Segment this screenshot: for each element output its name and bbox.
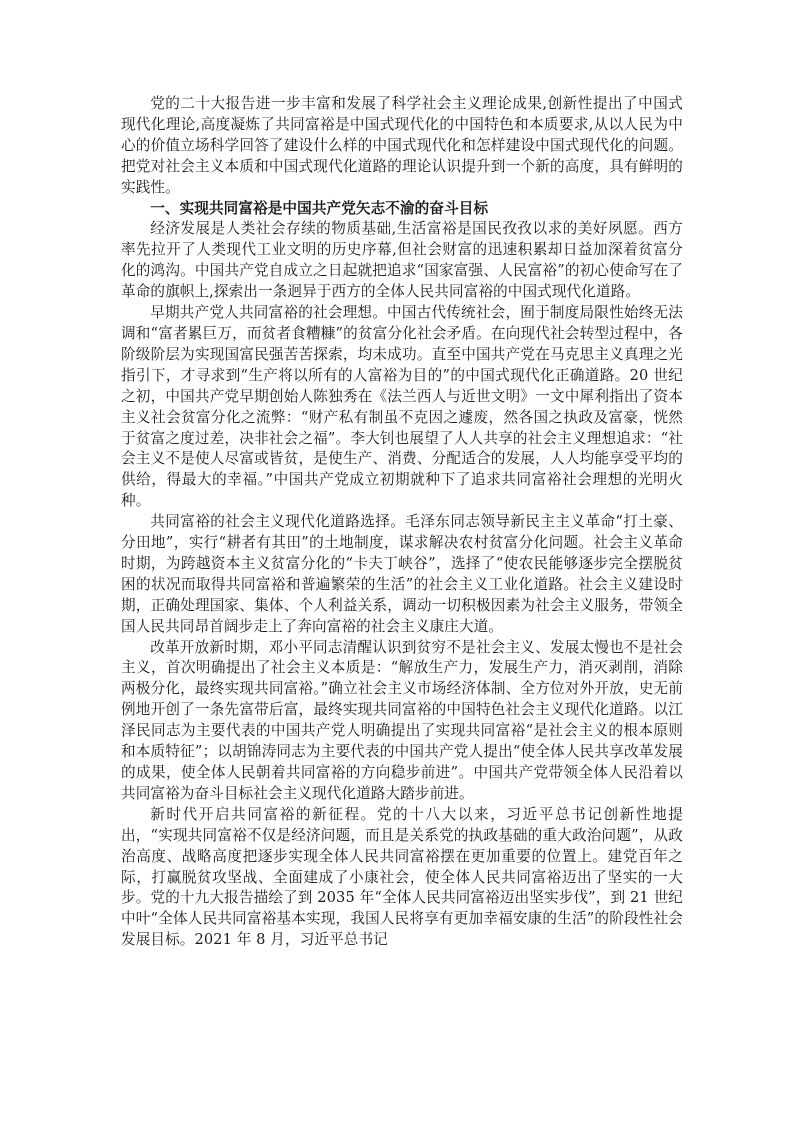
body-paragraph: 早期共产党人共同富裕的社会理想。中国古代传统社会，囿于制度局限性始终无法调和“富者累巨万，而贫者食糟糠”的贫富分化社会矛盾。在向现代社会转型过程中，各阶级阶层为实现国富民强苦苦探索，均未成功。直至中国共产党在马克思主义真理之光指引下，才寻求到“生产将以所有的人富裕为目的”的中国式现代化正确道路。20 世纪之初，中国共产党早期创始人陈独秀在《法兰西人与近世文明》一文中犀利指出了资本主义社会贫富分化之流弊：“财产私有制虽不克因之遽废，然各国之执政及富豪，恍然于贫富之度过差，决非社会之福”。李大钊也展望了人人共享的社会主义理想追求：“社会主义不是使人尽富或皆贫，是使生产、消费、分配适合的发展，人人均能享受平均的供给，得最大的幸福。”中国共产党成立初期就种下了追求共同富裕社会理想的光明火种。 (121, 304, 683, 510)
document-page (121, 94, 683, 951)
section-heading: 一、实现共同富裕是中国共产党矢志不渝的奋斗目标 (150, 199, 489, 217)
body-paragraph: 改革开放新时期，邓小平同志清醒认识到贫穷不是社会主义、发展太慢也不是社会主义，首次明确提出了社会主义本质是：“解放生产力，发展生产力，消灭剥削，消除两极分化，最终实现共同富裕。”确立社会主义市场经济体制、全方位对外开放，史无前例地开创了一条先富带后富，最终实现共同富裕的中国特色社会主义现代化道路。以江泽民同志为主要代表的中国共产党人明确提出了实现共同富裕“是社会主义的根本原则和本质特征”；以胡锦涛同志为主要代表的中国共产党人提出“使全体人民共享改革发展的成果，使全体人民朝着共同富裕的方向稳步前进”。中国共产党带领全体人民沿着以共同富裕为奋斗目标社会主义现代化道路大踏步前进。 (121, 638, 683, 802)
body-paragraph: 经济发展是人类社会存续的物质基础,生活富裕是国民孜孜以求的美好夙愿。西方率先拉开了人类现代工业文明的历史序幕,但社会财富的迅速积累却日益加深着贫富分化的鸿沟。中国共产党自成立之日起就把追求“国家富强、人民富裕”的初心使命写在了革命的旗帜上,探索出一条迥异于西方的全体人民共同富裕的中国式现代化道路。 (121, 220, 683, 301)
body-paragraph: 新时代开启共同富裕的新征程。党的十八大以来，习近平总书记创新性地提出，“实现共同富裕不仅是经济问题，而且是关系党的执政基础的重大政治问题”，从政治高度、战略高度把逐步实现全体人民共同富裕摆在更加重要的位置上。建党百年之际，打赢脱贫攻坚战、全面建成了小康社会，使全体人民共同富裕迈出了坚实的一大步。党的十九大报告描绘了到 2035 年“全体人民共同富裕迈出坚实步伐”，到 21 世纪中叶“全体人民共同富裕基本实现，我国人民将享有更加幸福安康的生活”的阶段性社会发展目标。2021 年 8 月，习近平总书记 (121, 805, 683, 949)
body-paragraph: 共同富裕的社会主义现代化道路选择。毛泽东同志领导新民主主义革命“打土豪、分田地”，实行“耕者有其田”的土地制度，谋求解决农村贫富分化问题。社会主义革命时期，为跨越资本主义贫富分化的“卡夫丁峡谷”，选择了“使农民能够逐步完全摆脱贫困的状况而取得共同富裕和普遍繁荣的生活”的社会主义工业化道路。社会主义建设时期，正确处理国家、集体、个人利益关系，调动一切积极因素为社会主义服务，带领全国人民共同昂首阔步走上了奔向富裕的社会主义康庄大道。 (121, 513, 683, 635)
intro-paragraph: 党的二十大报告进一步丰富和发展了科学社会主义理论成果,创新性提出了中国式现代化理论,高度凝炼了共同富裕是中国式现代化的中国特色和本质要求,从以人民为中心的价值立场科学回答了建设什么样的中国式现代化和怎样建设中国式现代化的问题。把党对社会主义本质和中国式现代化道路的理论认识提升到一个新的高度，具有鲜明的实践性。 (121, 95, 683, 196)
